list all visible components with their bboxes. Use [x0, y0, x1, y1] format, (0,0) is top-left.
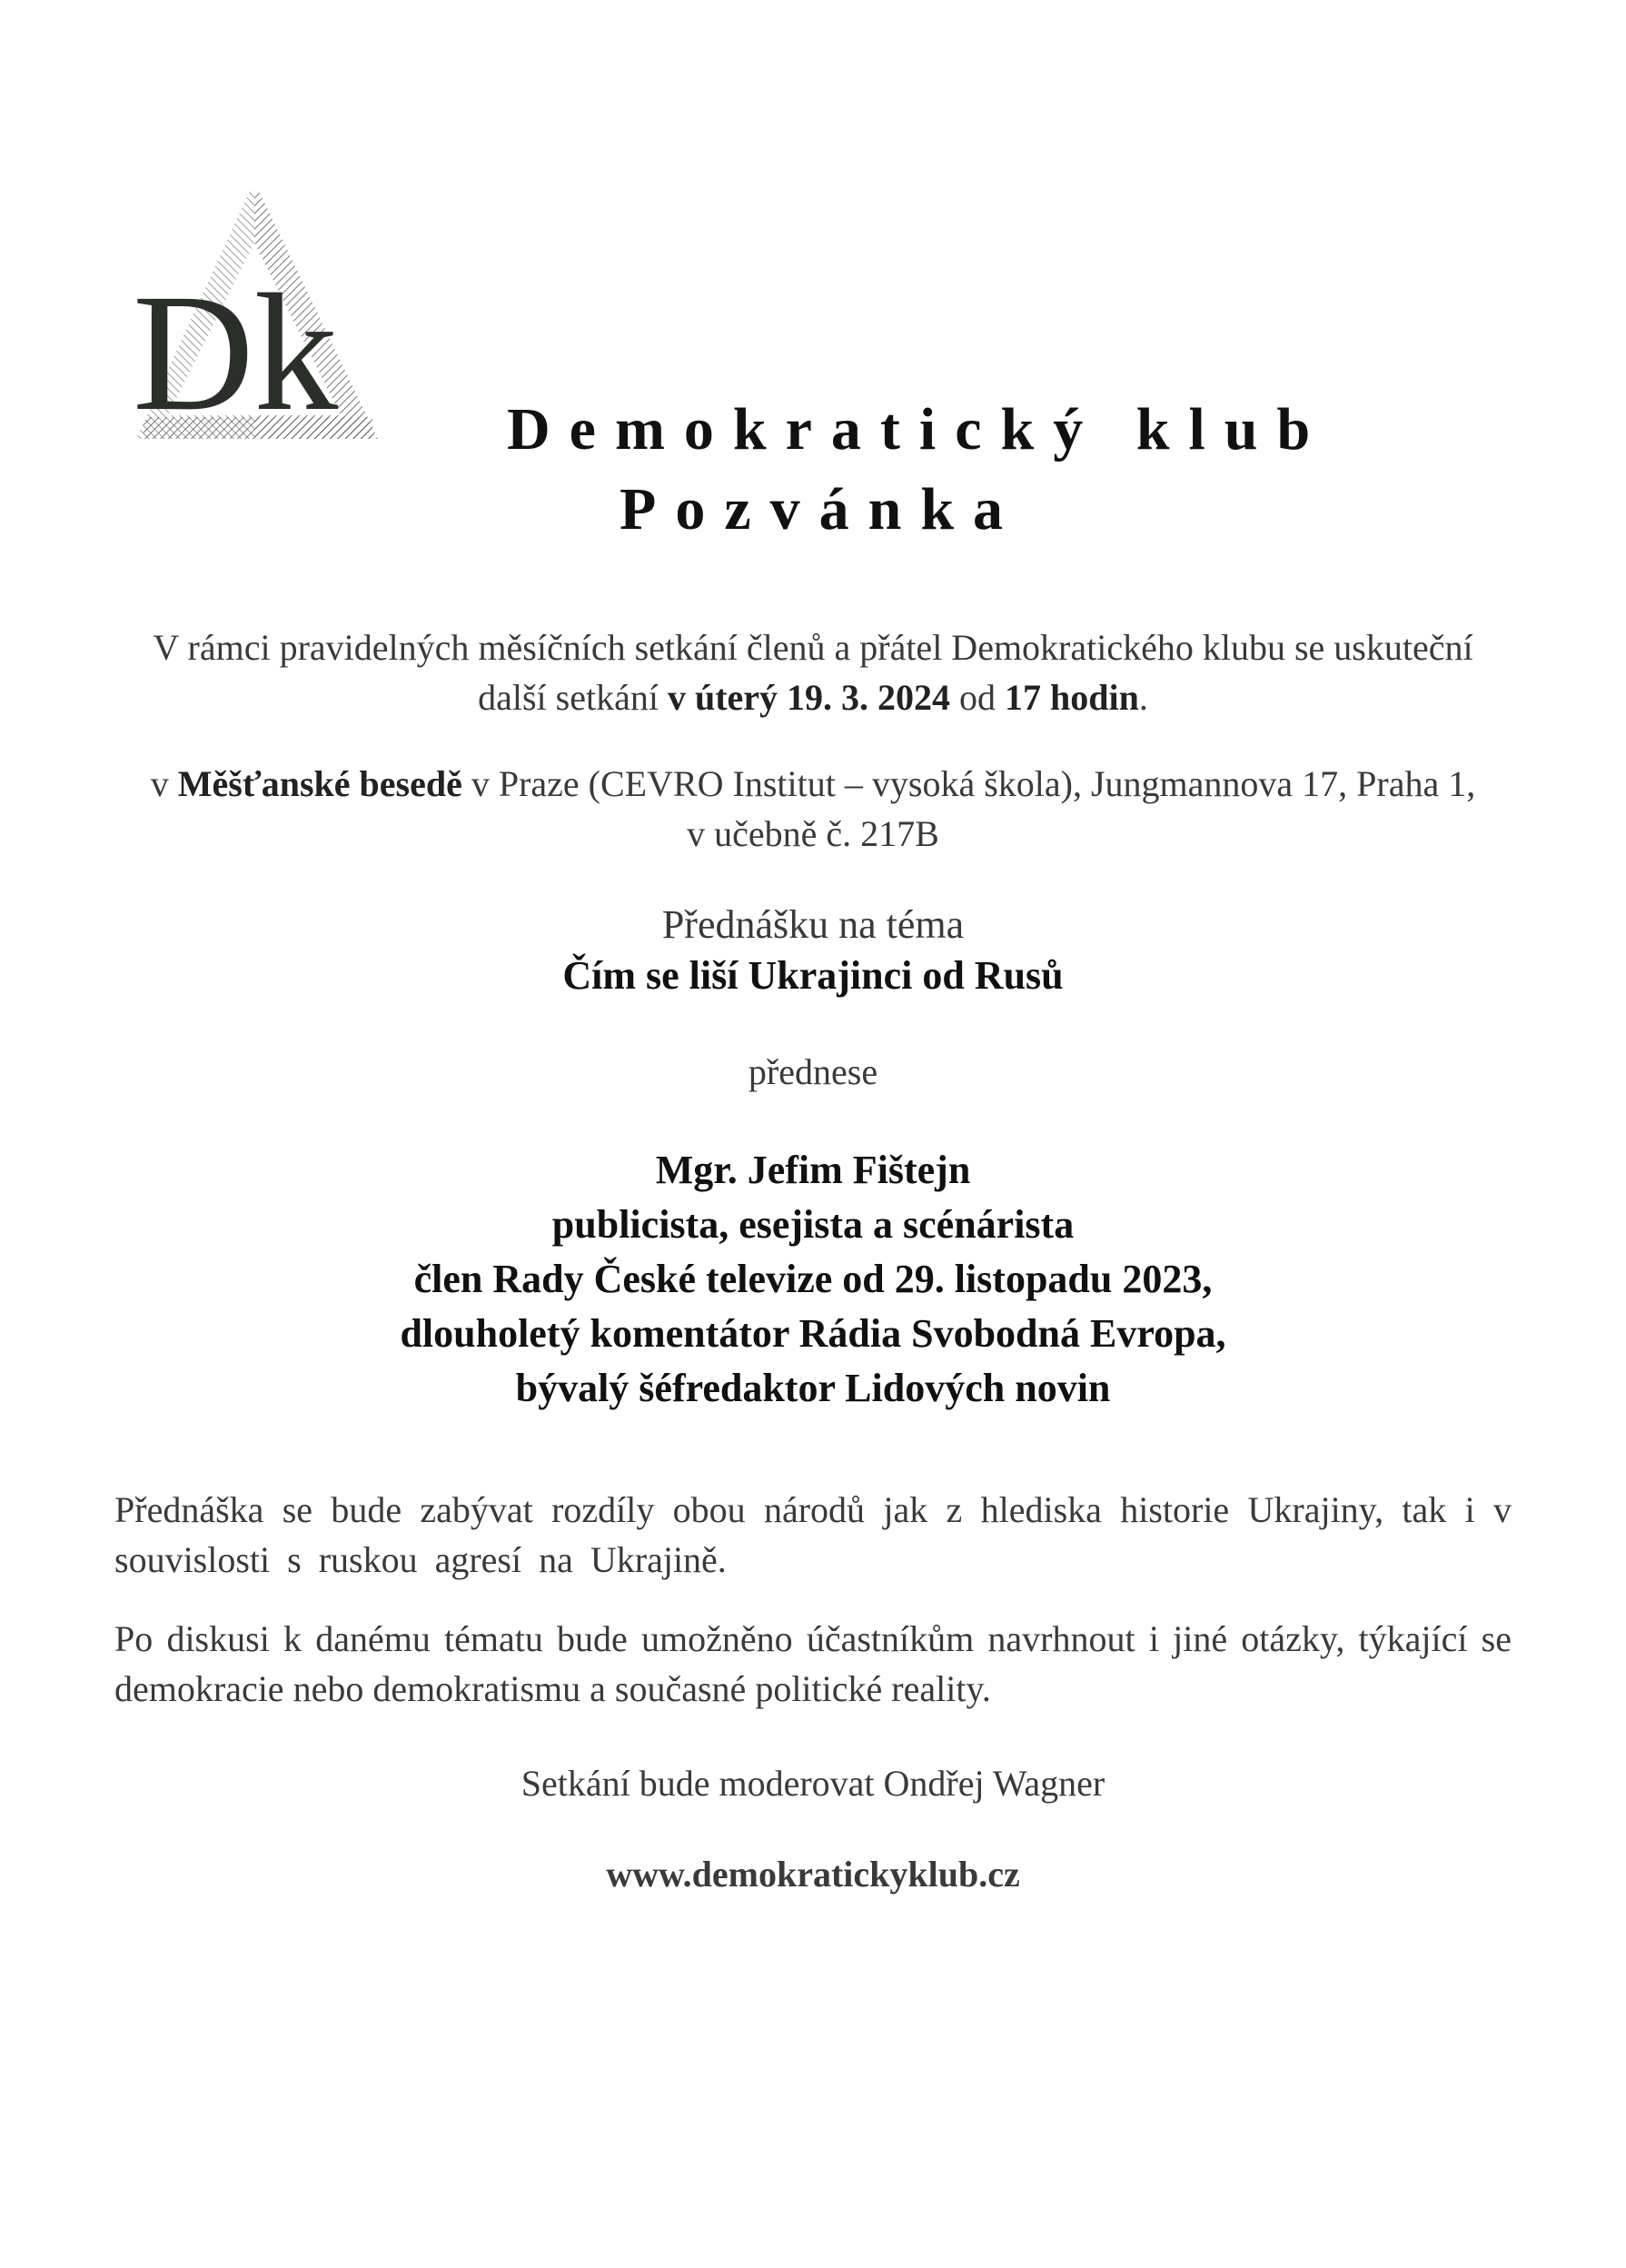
venue-place: Měšťanské besedě	[177, 763, 462, 804]
speaker-role-3: dlouholetý komentátor Rádia Svobodná Evropa,	[400, 1311, 1226, 1356]
intro-line-2	[109, 672, 1517, 722]
meeting-date: v úterý 19. 3. 2024	[667, 677, 951, 718]
speaker-name: Mgr. Jefim Fištejn	[655, 1148, 971, 1192]
discussion-paragraph: Po diskusi k danému tématu bude umožněno účastníkům navrhnout i jiné otázky, týkající se demokracie nebo demokratismu a současné politické reality.	[114, 1618, 1512, 1709]
website-link[interactable]: www.demokratickyklub.cz	[606, 1854, 1020, 1895]
intro-line-2-suffix: .	[1138, 677, 1148, 718]
intro-paragraph	[109, 622, 1517, 722]
intro-line-2-prefix: další setkání	[478, 677, 668, 718]
talk-intro: Přednášku na téma	[661, 902, 965, 947]
speaker-role-2: člen Rady České televize od 29. listopadu 2023,	[413, 1257, 1213, 1301]
speaker-role-1: publicista, esejista a scénárista	[551, 1202, 1075, 1247]
presents-label: přednese	[748, 1051, 878, 1092]
speaker-block	[109, 1143, 1517, 1416]
meeting-time: 17 hodin	[1005, 677, 1139, 718]
intro-line-2-mid: od	[950, 677, 1006, 718]
club-title: Demokratický klub	[507, 396, 1330, 463]
intro-line-1: V rámci pravidelných měsíčních setkání členů a přátel Demokratického klubu se uskuteční	[153, 627, 1473, 668]
logo-text: Dk	[133, 260, 339, 441]
venue-room: v učebně č. 217B	[687, 813, 939, 854]
venue-paragraph	[109, 759, 1517, 859]
invitation-title: Pozvánka	[620, 476, 1023, 542]
speaker-role-4: bývalý šéfredaktor Lidových novin	[515, 1366, 1111, 1410]
logo	[127, 186, 382, 441]
triangle-hatched-logo-icon	[127, 186, 382, 441]
moderator-line: Setkání bude moderovat Ondřej Wagner	[521, 1763, 1105, 1804]
talk-title: Čím se liší Ukrajinci od Rusů	[562, 953, 1064, 998]
venue-address: v Praze (CEVRO Institut – vysoká škola), Jungmannova 17, Praha 1,	[461, 763, 1476, 804]
venue-line-1	[109, 759, 1517, 809]
venue-prefix: v	[150, 763, 178, 804]
description-paragraph: Přednáška se bude zabývat rozdíly obou národů jak z hlediska historie Ukrajiny, tak i v souvislosti s ruskou agresí na Ukrajině.	[114, 1489, 1512, 1580]
